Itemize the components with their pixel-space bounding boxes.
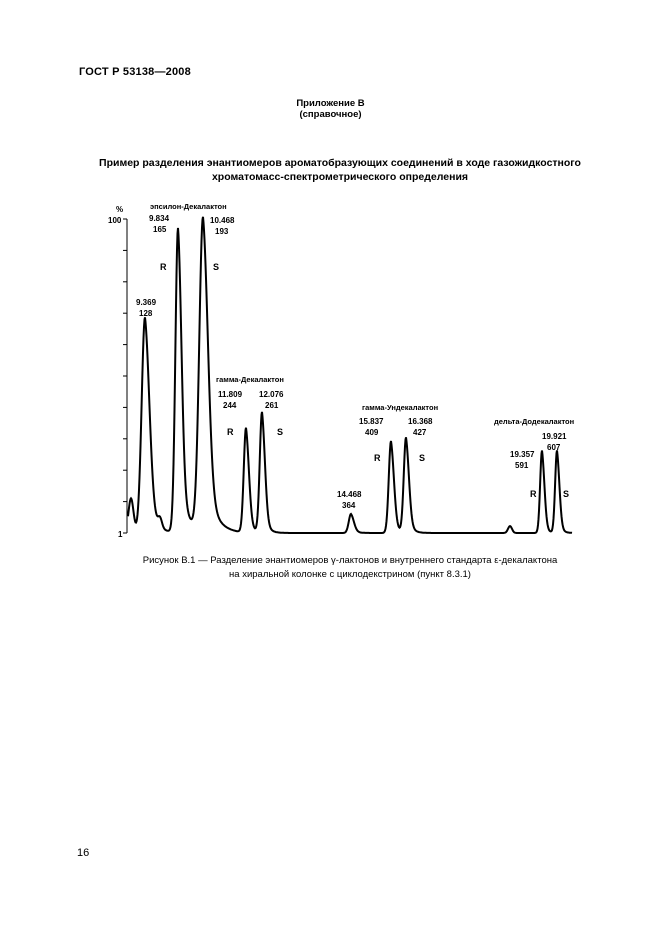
peak-2-retention-time: 9.834 xyxy=(149,214,170,223)
peak-10-area: 607 xyxy=(547,443,561,452)
chromatogram-trace xyxy=(128,217,575,533)
peak-4-area: 244 xyxy=(223,401,237,410)
peak-3-area: 193 xyxy=(215,227,229,236)
peak-6-area: 364 xyxy=(342,501,356,510)
y-tick-label-1: 1 xyxy=(118,530,123,539)
peak-6-retention-time: 14.468 xyxy=(337,490,362,499)
compound-label-gamma-decalactone: гамма-Декалактон xyxy=(216,375,284,384)
peak-9-area: 591 xyxy=(515,461,529,470)
peak-7-config: R xyxy=(374,453,381,463)
figure-title-line-2: хроматомасс-спектрометрического определения xyxy=(211,171,469,183)
peak-10-retention-time: 19.921 xyxy=(542,432,567,441)
peak-3-retention-time: 10.468 xyxy=(210,216,235,225)
compound-label-epsilon-decalactone: эпсилон-Декалактон xyxy=(150,202,227,211)
peak-4-config: R xyxy=(227,427,234,437)
chromatogram-chart xyxy=(0,195,661,545)
peak-8-config: S xyxy=(419,453,426,463)
peak-1-retention-time: 9.369 xyxy=(136,298,157,307)
appendix-note: (справочное) xyxy=(299,109,362,120)
y-axis-ticks xyxy=(123,219,127,533)
figure-caption-line-1: Рисунок В.1 — Разделение энантиомеров γ-лактонов и внутреннего стандарта ε-декалактона xyxy=(142,555,558,566)
page-number: 16 xyxy=(77,847,90,859)
peak-5-area: 261 xyxy=(265,401,279,410)
peak-9-config: R xyxy=(530,489,537,499)
peak-8-area: 427 xyxy=(413,428,427,437)
peak-9-retention-time: 19.357 xyxy=(510,450,535,459)
compound-label-delta-dodecalactone: дельта-Додекалактон xyxy=(494,417,575,426)
peak-3-config: S xyxy=(213,262,220,272)
y-tick-label-100: 100 xyxy=(108,216,122,225)
peak-2-area: 165 xyxy=(153,225,167,234)
figure-title-line-1: Пример разделения энантиомеров ароматобразующих соединений в ходе газожидкостного xyxy=(99,157,581,169)
y-axis-label: % xyxy=(116,205,124,214)
document-header: ГОСТ Р 53138—2008 xyxy=(79,66,191,78)
peak-5-retention-time: 12.076 xyxy=(259,390,284,399)
peak-4-retention-time: 11.809 xyxy=(218,390,243,399)
peak-7-area: 409 xyxy=(365,428,379,437)
peak-10-config: S xyxy=(563,489,570,499)
peak-8-retention-time: 16.368 xyxy=(408,417,433,426)
compound-label-gamma-undecalactone: гамма-Ундекалактон xyxy=(362,403,439,412)
peak-5-config: S xyxy=(277,427,284,437)
figure-caption-line-2: на хиральной колонке с циклодекстрином (пункт 8.3.1) xyxy=(229,569,471,580)
peak-7-retention-time: 15.837 xyxy=(359,417,384,426)
appendix-title: Приложение В xyxy=(296,98,365,109)
peak-1-area: 128 xyxy=(139,309,153,318)
peak-2-config: R xyxy=(160,262,167,272)
